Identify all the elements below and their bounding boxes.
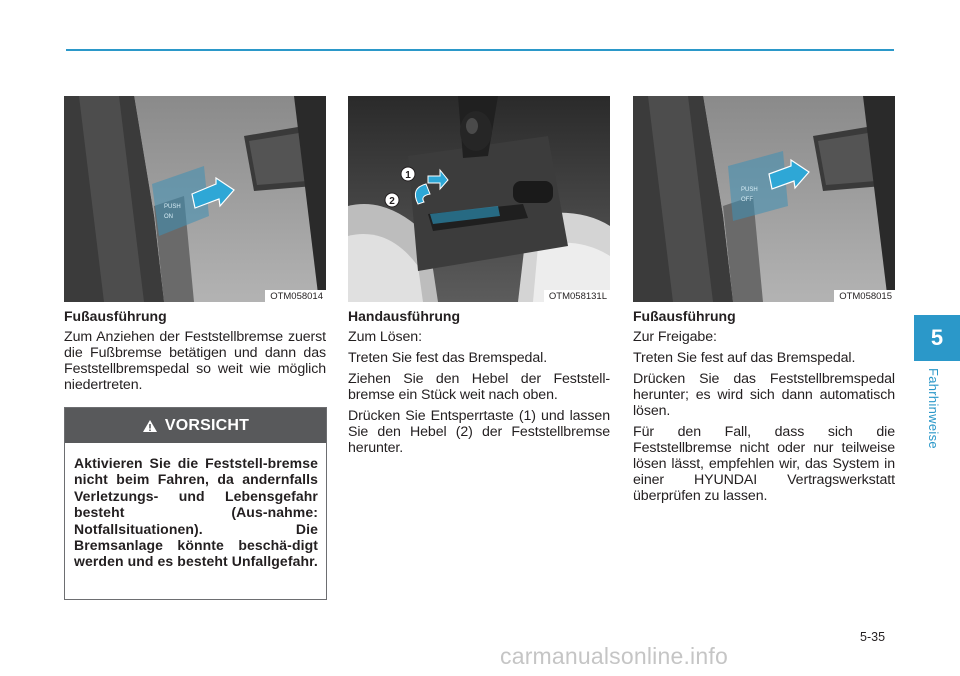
photo-footwell-release [633, 96, 895, 302]
svg-text:OFF: OFF [741, 197, 753, 203]
svg-text:ON: ON [164, 214, 173, 220]
photo-hand-lever [348, 96, 610, 302]
footwell-illustration [64, 96, 326, 302]
paragraph: Zum Anziehen der Feststellbremse zuerst die Fußbremse betätigen und dann das Feststellbremspedal so weit wie möglich niedertreten. [64, 329, 326, 393]
callout-2-label: 2 [389, 196, 395, 207]
svg-text:PUSH: PUSH [741, 187, 758, 193]
page-number: 5-35 [860, 630, 886, 644]
caution-header [65, 408, 326, 443]
chapter-name: Fahrhinweise [926, 368, 941, 449]
paragraph: Für den Fall, dass sich die Feststellbremse nicht oder nur teilweise lösen lässt, empfehlen wir, das System in einer HYUNDAI Vertragswerkstatt überprüfen zu lassen. [633, 424, 895, 504]
column-foot-apply [64, 96, 326, 393]
svg-text:PUSH: PUSH [164, 204, 181, 210]
footwell-illustration [633, 96, 895, 302]
watermark: carmanualsonline.info [500, 643, 728, 669]
console-illustration [348, 96, 610, 302]
photo-footwell-apply [64, 96, 326, 302]
callout-1-label: 1 [405, 170, 411, 181]
section-heading: Fußausführung [64, 308, 167, 324]
top-rule [66, 49, 894, 51]
paragraph: Drücken Sie das Feststellbremspedal herunter; es wird sich dann automatisch lösen. [633, 371, 895, 419]
caution-text: Aktivieren Sie die Feststell-bremse nicht beim Fahren, da andernfalls Verletzungs- und Lebensgefahr besteht (Aus-nahme: Notfallsituationen). Die Bremsanlage könnte beschä-digt werden und es besteht Unfallgefahr. [74, 455, 318, 570]
caution-title: VORSICHT [164, 416, 250, 434]
chapter-number-tab: 5 [914, 315, 960, 361]
warning-triangle-icon [142, 419, 158, 433]
paragraph: Treten Sie fest das Bremspedal. [348, 350, 548, 366]
paragraph: Treten Sie fest auf das Bremspedal. [633, 350, 856, 366]
caution-box [64, 407, 327, 600]
paragraph: Zur Freigabe: [633, 329, 717, 345]
paragraph: Drücken Sie Entsperrtaste (1) und lassen Sie den Hebel (2) der Feststellbremse herunter. [348, 408, 610, 456]
paragraph: Zum Lösen: [348, 329, 422, 345]
column-foot-release [633, 96, 895, 504]
section-heading: Fußausführung [633, 308, 736, 324]
section-heading: Handausführung [348, 308, 460, 324]
paragraph: Ziehen Sie den Hebel der Feststell-bremse ein Stück weit nach oben. [348, 371, 610, 403]
image-code: OTM058014 [265, 290, 326, 302]
column-hand-release [348, 96, 610, 456]
image-code: OTM058015 [834, 290, 895, 302]
image-code: OTM058131L [544, 290, 610, 302]
